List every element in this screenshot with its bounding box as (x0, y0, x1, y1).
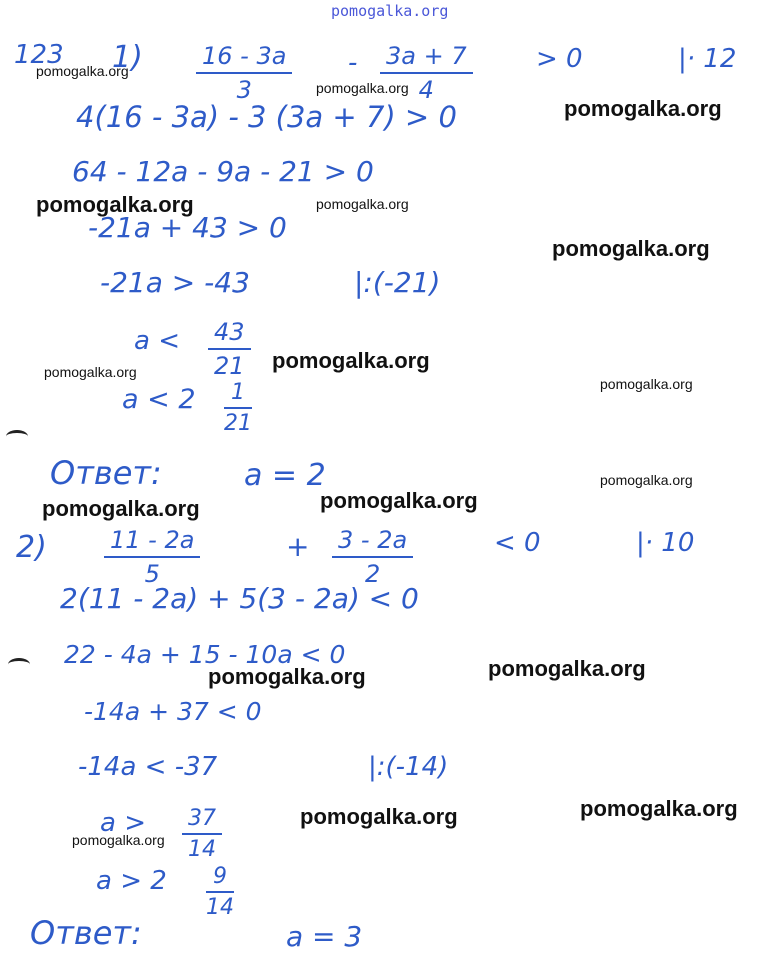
watermark: pomogalka.org (564, 96, 722, 121)
part2-step-5-lhs: a > (100, 808, 146, 838)
fraction-denominator: 4 (418, 76, 434, 104)
watermark: pomogalka.org (552, 236, 710, 261)
part2-step-2: 22 - 4a + 15 - 10a < 0 (64, 640, 346, 669)
watermark: pomogalka.org (42, 496, 200, 521)
watermark: pomogalka.org (320, 488, 478, 513)
part1-step-2: 64 - 12a - 9a - 21 > 0 (72, 155, 374, 188)
part2-step-4-divisor: |:(-14) (368, 752, 449, 782)
part2-step-3: -14a + 37 < 0 (84, 697, 262, 726)
part2-step-6-fraction (206, 864, 234, 920)
fraction-denominator: 5 (144, 560, 160, 588)
fraction-denominator: 14 (206, 895, 234, 920)
part1-fraction-1 (196, 42, 292, 104)
watermark: pomogalka.org (272, 348, 430, 373)
part2-step-6-lhs: a > 2 (96, 866, 167, 896)
part2-label: 2) (16, 530, 47, 565)
part2-inequality: < 0 (494, 528, 541, 558)
part1-label: 1) (112, 40, 143, 75)
fraction-numerator: 9 (206, 864, 234, 893)
part1-step-4: -21a > -43 (100, 266, 250, 299)
fraction-numerator: 16 - 3a (196, 42, 292, 74)
watermark: pomogalka.org (72, 832, 165, 848)
fraction-denominator: 14 (188, 837, 216, 862)
part1-step-6-fraction (224, 380, 252, 436)
part1-answer-label: Ответ: (50, 454, 162, 492)
watermark: pomogalka.org (600, 472, 693, 488)
fraction-numerator: 11 - 2a (104, 526, 200, 558)
part2-answer-label: Ответ: (30, 914, 142, 952)
fraction-numerator: 43 (208, 318, 251, 350)
part1-step-5-lhs: a < (134, 326, 180, 356)
binder-mark (8, 658, 30, 671)
part1-step-1: 4(16 - 3a) - 3 (3a + 7) > 0 (76, 100, 457, 134)
problem-number: 123 (14, 40, 64, 70)
fraction-denominator: 21 (224, 411, 252, 436)
fraction-numerator: 3a + 7 (380, 42, 473, 74)
watermark: pomogalka.org (36, 192, 194, 217)
part2-plus-sign: + (286, 530, 310, 563)
part1-answer-value: a = 2 (244, 458, 326, 493)
part1-step-3: -21a + 43 > 0 (88, 211, 287, 244)
fraction-numerator: 3 - 2a (332, 526, 413, 558)
watermark: pomogalka.org (488, 656, 646, 681)
fraction-numerator: 1 (224, 380, 252, 409)
fraction-denominator: 21 (214, 352, 245, 380)
part1-multiplier: |· 12 (678, 44, 737, 74)
watermark: pomogalka.org (44, 364, 137, 380)
watermark: pomogalka.org (316, 196, 409, 212)
part1-inequality: > 0 (536, 44, 583, 74)
part2-step-1: 2(11 - 2a) + 5(3 - 2a) < 0 (60, 582, 419, 615)
watermark: pomogalka.org (580, 796, 738, 821)
fraction-denominator: 2 (364, 560, 381, 588)
watermark: pomogalka.org (208, 664, 366, 689)
part2-multiplier: |· 10 (636, 528, 695, 558)
watermark: pomogalka.org (300, 804, 458, 829)
part1-step-6-lhs: a < 2 (122, 384, 196, 415)
fraction-numerator: 37 (182, 806, 222, 835)
part2-fraction-2 (332, 526, 413, 588)
part2-step-5-fraction (182, 806, 222, 862)
watermark: pomogalka.org (36, 63, 129, 79)
part1-step-4-divisor: |:(-21) (354, 266, 441, 299)
binder-mark (6, 430, 28, 443)
watermark-top: pomogalka.org (331, 2, 449, 20)
fraction-denominator: 3 (236, 76, 252, 104)
watermark: pomogalka.org (316, 80, 409, 96)
part2-fraction-1 (104, 526, 200, 588)
part1-step-5-fraction (208, 318, 251, 380)
part2-step-4: -14a < -37 (78, 752, 218, 782)
part1-minus-sign: - (348, 48, 358, 78)
part2-answer-value: a = 3 (286, 920, 363, 953)
watermark: pomogalka.org (600, 376, 693, 392)
